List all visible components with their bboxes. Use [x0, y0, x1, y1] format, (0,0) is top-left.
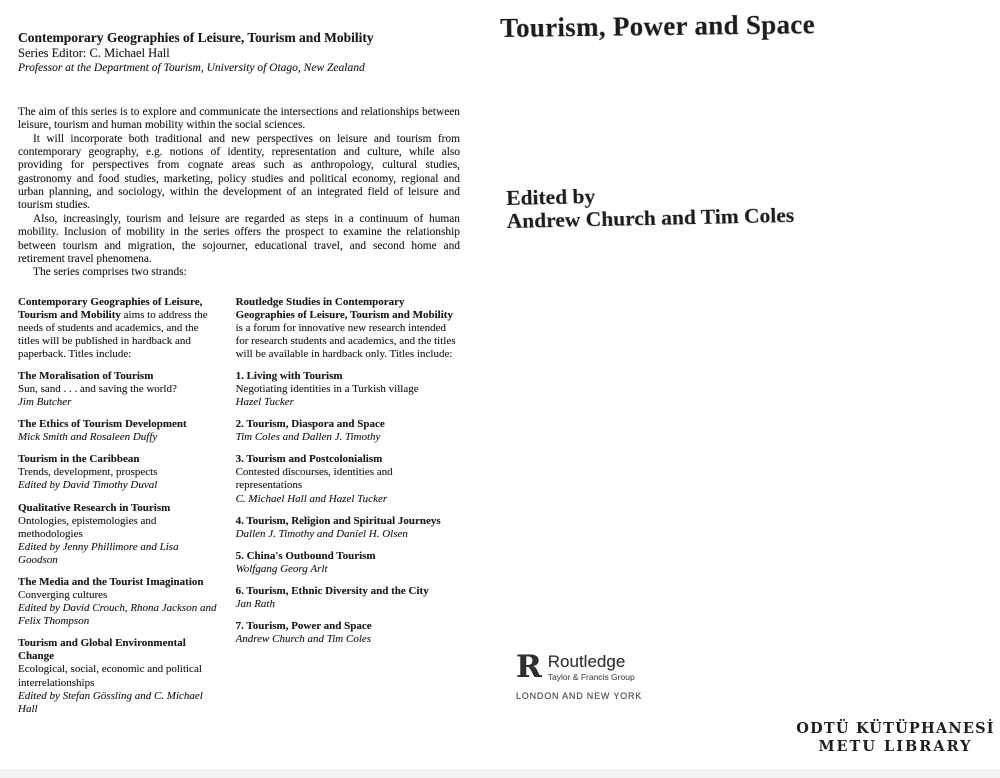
series-paragraph: The aim of this series is to explore and communicate the intersections and relationships between leisure, tourism and human mobility within the social sciences.	[18, 106, 460, 132]
series-title: Contemporary Geographies of Leisure, Tourism and Mobility	[18, 30, 374, 45]
series-paragraph: The series comprises two strands:	[33, 266, 187, 279]
book-title-text: 1. Living with Tourism	[235, 369, 343, 382]
book-title-text: Qualitative Research in Tourism	[18, 501, 171, 514]
series-strands	[18, 296, 460, 716]
book-title-text: Tourism in the Caribbean	[18, 453, 140, 466]
book-entry	[236, 515, 460, 541]
strand-column-paperback	[18, 296, 219, 716]
strand-intro-lead: Contemporary Geographies of Leisure, Tourism and Mobility	[18, 295, 203, 321]
book-entry	[236, 418, 460, 444]
book-subtitle: Ecological, social, economic and political interrelationships	[18, 663, 202, 689]
book-title-text: 4. Tourism, Religion and Spiritual Journeys	[235, 514, 441, 527]
book-subtitle: Contested discourses, identities and representations	[235, 466, 393, 492]
book-title-text: The Ethics of Tourism Development	[18, 418, 187, 431]
scan-edge-artifact	[0, 769, 1000, 778]
edited-by-label: Edited by	[505, 184, 596, 210]
book-authors: Jan Rath	[235, 598, 275, 611]
library-stamp-line1: ODTÜ KÜTÜPHANESİ	[796, 720, 995, 737]
book-entry	[18, 637, 219, 715]
book-authors: Andrew Church and Tim Coles	[235, 633, 372, 646]
book-authors: Wolfgang Georg Arlt	[235, 562, 328, 575]
series-paragraph: Also, increasingly, tourism and leisure are regarded as steps in a continuum of human mobility. Inclusion of mobility in the series offers the prospect to examine the relationship between tourism and migration, the sojourner, educational travel, and second home and retirement travel phenomena.	[18, 212, 460, 265]
book-entry	[18, 576, 219, 628]
book-authors: C. Michael Hall and Hazel Tucker	[235, 492, 388, 505]
book-authors: Mick Smith and Rosaleen Duffy	[18, 431, 158, 444]
library-stamp	[793, 720, 998, 756]
book-authors: Tim Coles and Dallen J. Timothy	[235, 431, 381, 444]
book-entry	[18, 418, 219, 444]
book-entry	[236, 370, 460, 409]
book-authors: Edited by Stefan Gössling and C. Michael Hall	[18, 689, 203, 715]
publisher-group: Taylor & Francis Group	[547, 672, 635, 682]
routledge-r-logo-icon: R	[516, 649, 542, 685]
publisher-name: Routledge	[547, 652, 626, 671]
book-title-text: 2. Tourism, Diaspora and Space	[235, 418, 385, 431]
book-subtitle: Sun, sand . . . and saving the world?	[18, 383, 177, 396]
strand-intro-lead: Routledge Studies in Contemporary Geographies of Leisure, Tourism and Mobility	[235, 295, 453, 321]
book-title-text: 5. China's Outbound Tourism	[235, 549, 376, 562]
book-entry	[236, 550, 460, 576]
editors-names: Andrew Church and Tim Coles	[506, 202, 795, 233]
book-entry	[18, 453, 219, 492]
library-stamp-line2: METU LIBRARY	[818, 738, 973, 756]
book-subtitle: Trends, development, prospects	[18, 466, 158, 479]
book-entry	[236, 585, 460, 611]
publisher-cities: LONDON AND NEW YORK	[516, 691, 643, 702]
book-authors: Hazel Tucker	[235, 396, 294, 409]
book-entry	[236, 453, 460, 505]
book-entry	[18, 502, 219, 567]
strand-intro-rest: aims to address the needs of students and academics, and the titles will be published in hardback and paperback. Titles include:	[18, 308, 208, 360]
book-title-text: The Moralisation of Tourism	[18, 369, 154, 382]
strand-intro	[18, 296, 219, 361]
strand-column-hardback	[236, 296, 460, 716]
book-title-text: The Media and the Tourist Imagination	[18, 575, 204, 588]
series-page	[18, 30, 460, 716]
book-title-text: 3. Tourism and Postcolonialism	[235, 453, 383, 466]
book-title-text: 6. Tourism, Ethnic Diversity and the City	[235, 584, 429, 597]
book-subtitle: Ontologies, epistemologies and methodologies	[18, 514, 157, 540]
book-authors: Edited by Jenny Phillimore and Lisa Goodson	[18, 540, 179, 566]
series-paragraph: It will incorporate both traditional and new perspectives on leisure and tourism from contemporary geography, e.g. notions of identity, representation and culture, while also providing for perspectives from cognate areas such as anthropology, cultural studies, gastronomy and food studies, marketing, policy studies and political economy, regional and urban planning, and sociology, within the development of an integrated field of leisure and tourism studies.	[18, 132, 460, 212]
book-authors: Edited by David Timothy Duval	[18, 479, 158, 492]
book-title-text: Tourism and Global Environmental Change	[18, 637, 186, 663]
book-authors: Dallen J. Timothy and Daniel H. Olsen	[235, 527, 408, 540]
book-subtitle: Negotiating identities in a Turkish village	[235, 383, 419, 396]
book-title-text: 7. Tourism, Power and Space	[235, 620, 372, 633]
book-entry	[18, 370, 219, 409]
series-editor: Series Editor: C. Michael Hall	[18, 45, 170, 60]
edited-by-block	[506, 181, 794, 233]
book-subtitle: Converging cultures	[18, 589, 108, 602]
series-editor-affiliation: Professor at the Department of Tourism, University of Otago, New Zealand	[18, 62, 365, 75]
publisher-imprint	[516, 649, 643, 702]
strand-intro-rest: is a forum for innovative new research intended for research students and academics, and the titles will be available in hardback only. Titles include:	[235, 321, 456, 360]
book-authors: Jim Butcher	[18, 396, 72, 409]
book-entry	[236, 620, 460, 646]
series-description	[18, 106, 460, 279]
series-header	[18, 30, 460, 76]
page-title: Tourism, Power and Space	[500, 9, 816, 43]
strand-intro	[236, 296, 460, 361]
book-authors: Edited by David Crouch, Rhona Jackson and Felix Thompson	[18, 602, 217, 628]
